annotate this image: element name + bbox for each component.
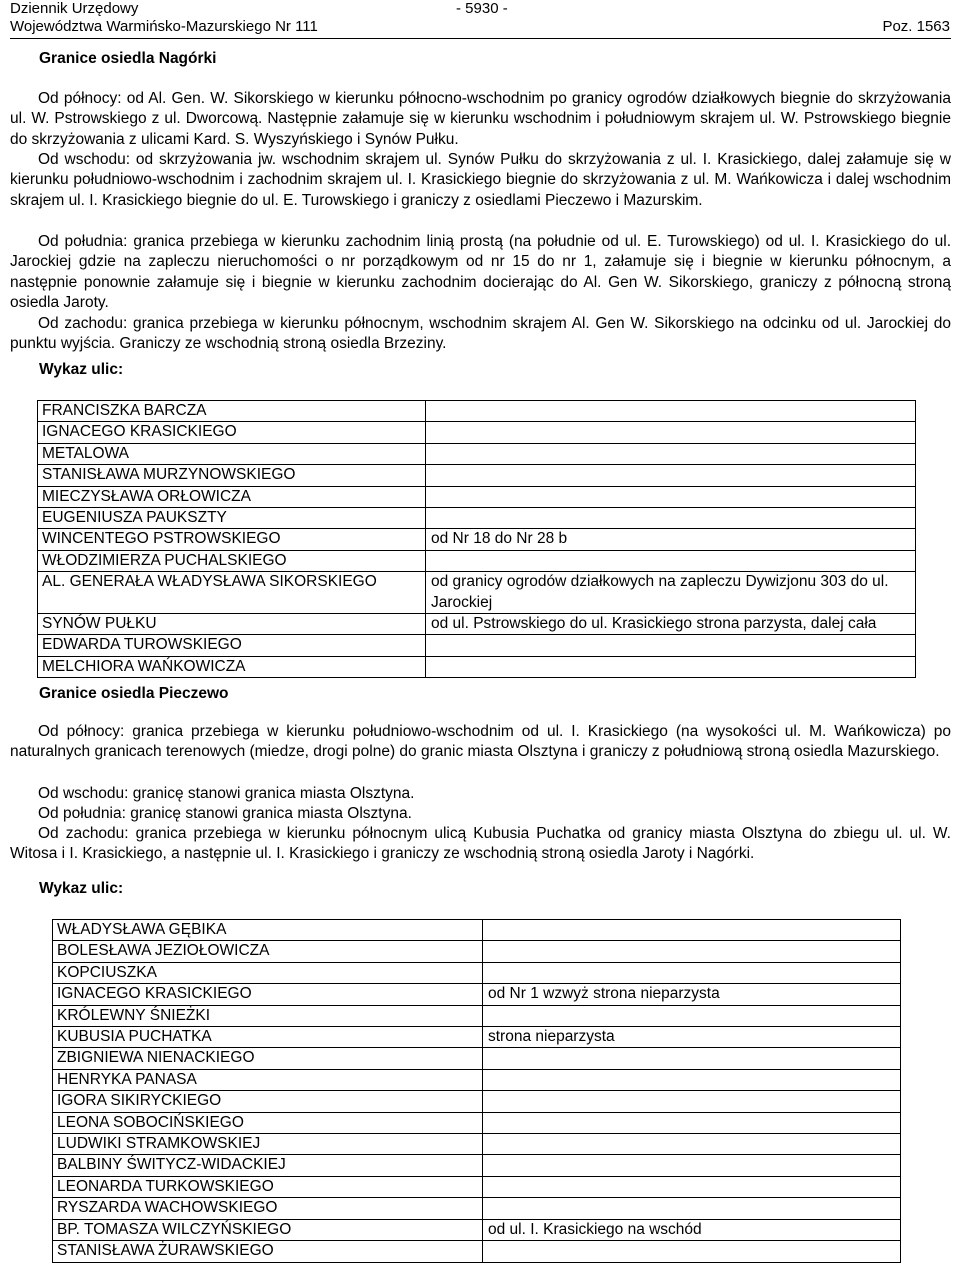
street-name: WINCENTEGO PSTROWSKIEGO — [38, 529, 426, 550]
street-name: STANISŁAWA ŻURAWSKIEGO — [53, 1241, 483, 1262]
street-table-pieczewo — [52, 919, 901, 1263]
table-row — [53, 1241, 901, 1262]
paragraph-east-nagorki: Od wschodu: od skrzyżowania jw. wschodnim skrajem ul. Synów Pułku do skrzyżowania z ul. I. Krasickiego, dalej załamuje się w kierunku południowo-wschodnim i zachodnim skrajem ul. I. Krasickiego biegnie do skrzyżowania z ul. M. Wańkowicza i dalej wschodnim skrajem ul. I. Krasickiego biegnie do ul. E. Turowskiego i graniczy z osiedlami Pieczewo i Mazurskim. — [10, 151, 951, 209]
table-row — [38, 529, 916, 550]
table-row — [53, 1134, 901, 1155]
street-name: IGNACEGO KRASICKIEGO — [53, 984, 483, 1005]
table-row — [53, 920, 901, 941]
street-range — [483, 920, 901, 941]
street-range — [426, 486, 916, 507]
street-name: LEONARDA TURKOWSKIEGO — [53, 1176, 483, 1197]
paragraph-east-pieczewo: Od wschodu: granicę stanowi granica miasta Olsztyna. — [38, 785, 415, 802]
street-name: AL. GENERAŁA WŁADYSŁAWA SIKORSKIEGO — [38, 572, 426, 614]
section-title-nagorki: Granice osiedla Nagórki — [39, 50, 217, 67]
table-row — [38, 422, 916, 443]
street-name: MIECZYSŁAWA ORŁOWICZA — [38, 486, 426, 507]
table-row — [53, 1155, 901, 1176]
table-row — [38, 508, 916, 529]
table-row — [38, 614, 916, 635]
paragraph-west-nagorki: Od zachodu: granica przebiega w kierunku północnym, wschodnim skrajem Al. Gen W. Sikorskiego na odcinku od ul. Jarockiej do punktu wyjścia. Graniczy ze wschodnią stroną osiedla Brzeziny. — [10, 315, 951, 353]
journal-voivodeship: Województwa Warmińsko-Mazurskiego Nr 111 — [10, 18, 318, 35]
table-row — [38, 572, 916, 614]
street-range — [483, 1134, 901, 1155]
street-name: METALOWA — [38, 443, 426, 464]
street-name: BALBINY ŚWITYCZ-WIDACKIEJ — [53, 1155, 483, 1176]
street-range — [426, 422, 916, 443]
street-name: WŁODZIMIERZA PUCHALSKIEGO — [38, 550, 426, 571]
street-name: LUDWIKI STRAMKOWSKIEJ — [53, 1134, 483, 1155]
street-name: WŁADYSŁAWA GĘBIKA — [53, 920, 483, 941]
street-name: LEONA SOBOCIŃSKIEGO — [53, 1112, 483, 1133]
table-row — [53, 1069, 901, 1090]
paragraph-north-pieczewo: Od północy: granica przebiega w kierunku południowo-wschodnim od ul. I. Krasickiego (na wysokości ul. M. Wańkowicza) po naturalnych granicach terenowych (miedze, drogi polne) do granic miasta Olsztyna i graniczy z południową stroną osiedla Mazurskiego. — [10, 723, 951, 761]
street-range — [483, 1198, 901, 1219]
street-name: FRANCISZKA BARCZA — [38, 401, 426, 422]
street-range: od Nr 18 do Nr 28 b — [426, 529, 916, 550]
street-range — [483, 1176, 901, 1197]
street-range — [426, 656, 916, 677]
street-name: EUGENIUSZA PAUKSZTY — [38, 508, 426, 529]
street-name: KUBUSIA PUCHATKA — [53, 1027, 483, 1048]
street-list-heading-pieczewo: Wykaz ulic: — [39, 880, 124, 897]
position-number: Poz. 1563 — [882, 18, 950, 35]
street-name: RYSZARDA WACHOWSKIEGO — [53, 1198, 483, 1219]
table-row — [38, 401, 916, 422]
street-range — [426, 465, 916, 486]
street-range: strona nieparzysta — [483, 1027, 901, 1048]
street-range — [483, 941, 901, 962]
table-row — [53, 941, 901, 962]
street-table-nagorki — [37, 400, 916, 678]
table-row — [53, 1112, 901, 1133]
street-range — [426, 508, 916, 529]
table-row — [38, 465, 916, 486]
street-range — [426, 550, 916, 571]
street-range — [483, 1048, 901, 1069]
table-row — [53, 1091, 901, 1112]
table-row — [53, 1219, 901, 1240]
street-range: od Nr 1 wzwyż strona nieparzysta — [483, 984, 901, 1005]
street-range: od granicy ogrodów działkowych na zapleczu Dywizjonu 303 do ul. Jarockiej — [426, 572, 916, 614]
table-row — [38, 486, 916, 507]
street-name: HENRYKA PANASA — [53, 1069, 483, 1090]
section-title-pieczewo: Granice osiedla Pieczewo — [39, 685, 229, 702]
street-range — [483, 1069, 901, 1090]
street-name: BP. TOMASZA WILCZYŃSKIEGO — [53, 1219, 483, 1240]
table-row — [38, 550, 916, 571]
table-row — [53, 984, 901, 1005]
street-range — [426, 635, 916, 656]
street-range — [483, 962, 901, 983]
street-range — [426, 401, 916, 422]
street-range — [483, 1112, 901, 1133]
table-row — [53, 1005, 901, 1026]
street-name: STANISŁAWA MURZYNOWSKIEGO — [38, 465, 426, 486]
street-range: od ul. Pstrowskiego do ul. Krasickiego strona parzysta, dalej cała — [426, 614, 916, 635]
paragraph-south-nagorki: Od południa: granica przebiega w kierunku zachodnim linią prostą (na południe od ul. E. Turowskiego) od ul. I. Krasickiego do ul. Jarockiej gdzie na zapleczu nieruchomości o nr porządkowym od nr 15 do nr 1, załamuje się i biegnie w kierunku północnym, a następnie ponownie załamuje się i biegnie w kierunku zachodnim docierając do Al. Gen W. Sikorskiego, graniczy z północną stroną osiedla Jaroty. — [10, 233, 951, 312]
journal-title: Dziennik Urzędowy — [10, 0, 139, 17]
table-row — [53, 1198, 901, 1219]
street-name: KOPCIUSZKA — [53, 962, 483, 983]
table-row — [38, 656, 916, 677]
paragraph-south-pieczewo: Od południa: granicę stanowi granica miasta Olsztyna. — [38, 805, 412, 822]
street-name: BOLESŁAWA JEZIOŁOWICZA — [53, 941, 483, 962]
table-row — [53, 1048, 901, 1069]
table-row — [53, 1027, 901, 1048]
table-row — [53, 1176, 901, 1197]
street-name: IGORA SIKIRYCKIEGO — [53, 1091, 483, 1112]
header-divider — [10, 38, 951, 39]
street-range — [483, 1091, 901, 1112]
street-name: SYNÓW PUŁKU — [38, 614, 426, 635]
street-range — [483, 1155, 901, 1176]
street-list-heading-nagorki: Wykaz ulic: — [39, 361, 124, 378]
paragraph-west-pieczewo: Od zachodu: granica przebiega w kierunku północnym ulicą Kubusia Puchatka od granicy miasta Olsztyna do zbiegu ul. ul. W. Witosa i I. Krasickiego, a następnie ul. I. Krasickiego i graniczy ze wschodnią stroną osiedla Jaroty i Nagórki. — [10, 825, 951, 863]
street-range — [483, 1241, 901, 1262]
street-name: ZBIGNIEWA NIENACKIEGO — [53, 1048, 483, 1069]
street-name: KRÓLEWNY ŚNIEŻKI — [53, 1005, 483, 1026]
street-range — [483, 1005, 901, 1026]
table-row — [53, 962, 901, 983]
street-range — [426, 443, 916, 464]
page-number: - 5930 - — [456, 0, 508, 17]
street-name: MELCHIORA WAŃKOWICZA — [38, 656, 426, 677]
street-name: EDWARDA TUROWSKIEGO — [38, 635, 426, 656]
paragraph-north-nagorki: Od północy: od Al. Gen. W. Sikorskiego w kierunku północno-wschodnim po granicy ogrodów działkowych biegnie do skrzyżowania ul. W. Pstrowskiego z ul. Dworcową. Następnie załamuje się w kierunku wschodnim i południowym skrajem ul. W. Pstrowskiego biegnie do skrzyżowania z ulicami Kard. S. Wyszyńskiego i Synów Pułku. — [10, 90, 951, 148]
street-range: od ul. I. Krasickiego na wschód — [483, 1219, 901, 1240]
table-row — [38, 443, 916, 464]
street-name: IGNACEGO KRASICKIEGO — [38, 422, 426, 443]
table-row — [38, 635, 916, 656]
